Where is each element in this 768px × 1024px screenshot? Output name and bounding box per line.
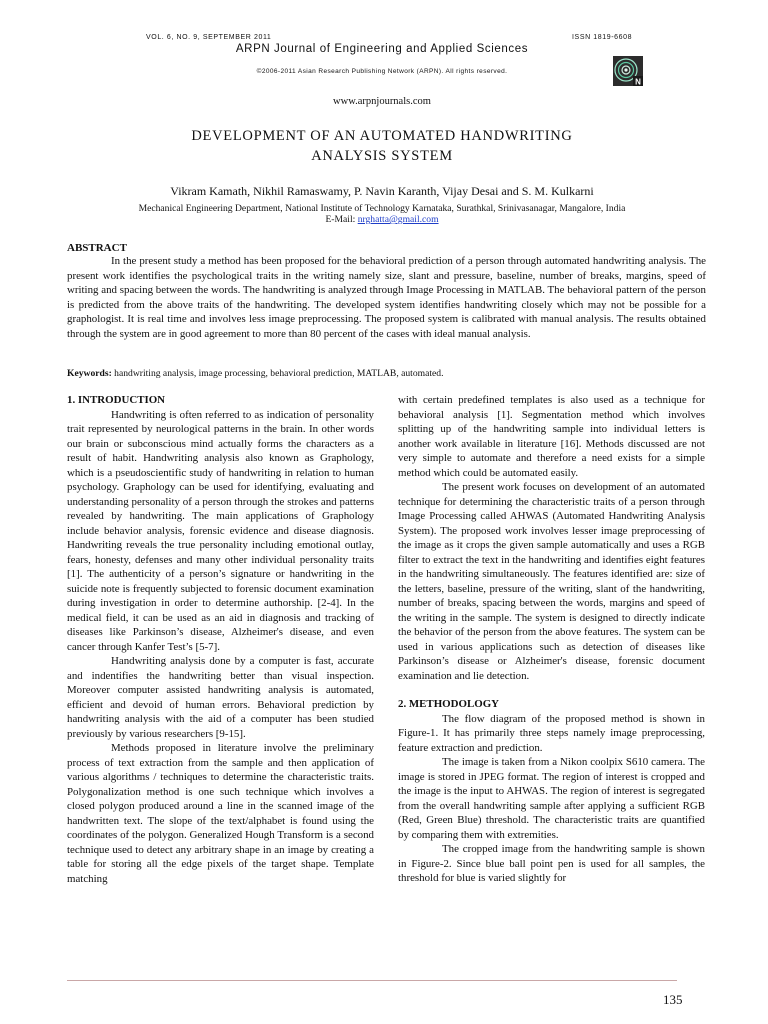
- abstract: [67, 254, 706, 341]
- paragraph: Methods proposed in literature involve the preliminary process of text extraction from the sample and then application of various algorithms / techniques to determine the characteristic traits. Polygonalization method is one such technique which involves a closed polygon produced around a line in the scanned image of the handwritten text. The slope of the text/alphabet is found using the coordinates of the polygon. Generalized Hough Transform is a second technique used to detect any arbitrary shape in an image by creating a table for storing all the edge pixels of the target shape. Template matching: [67, 742, 374, 885]
- keywords-text: handwriting analysis, image processing, behavioral prediction, MATLAB, automated.: [114, 368, 444, 379]
- title-line-1: DEVELOPMENT OF AN AUTOMATED HANDWRITING: [191, 128, 573, 144]
- paragraph: The present work focuses on development of an automated technique for determining the characteristic traits of a person through Image Processing called AHWAS (Automated Handwriting Analysis System). The proposed work involves lesser image preprocessing of the image as it crops the given sample automatically and uses a RGB filter to extract the text in the handwriting and identifies eight features in the handwriting simultaneously. The features identified are: size of the letters, baseline, pressure of the writing, slant of the handwriting, number of breaks, spacing between the words, margins and speed of the writing in the sample. The system is designed to directly indicate the behavior of the person from the above features. The system can be used in various applications such as detection of diseases like Parkinson’s disease or Alzheimer's disease, forensic document examination and lie detection.: [398, 481, 705, 682]
- email-label: E-Mail:: [325, 214, 356, 225]
- volume-info: VOL. 6, NO. 9, SEPTEMBER 2011: [146, 34, 272, 41]
- paragraph: The flow diagram of the proposed method is shown in Figure-1. It has primarily three steps namely image preprocessing, feature extraction and prediction.: [398, 712, 705, 754]
- footer-divider: [67, 980, 677, 981]
- svg-text:N: N: [635, 77, 641, 86]
- authors: Vikram Kamath, Nikhil Ramaswamy, P. Navin Karanth, Vijay Desai and S. M. Kulkarni: [170, 184, 594, 198]
- paragraph: The image is taken from a Nikon coolpix S610 camera. The image is stored in JPEG format. The region of interest is cropped and the image is the input to AHWAS. The region of interest is segregated from the overall handwriting sample after applying a sufficient RGB (Red, Green Blue) threshold. The characteristic traits are quantified by comparing them with extremities.: [398, 756, 705, 841]
- abstract-heading: ABSTRACT: [67, 242, 127, 254]
- right-column: [398, 393, 705, 886]
- website-url[interactable]: www.arpnjournals.com: [333, 96, 431, 107]
- email-line: [0, 214, 766, 225]
- paragraph: The cropped image from the handwriting sample is shown in Figure-2. Since blue ball point pen is used for all samples, the threshold for blue is varied slightly for: [398, 843, 705, 884]
- keywords: [67, 368, 706, 379]
- left-column: [67, 393, 374, 886]
- email-link[interactable]: nrghatta@gmail.com: [357, 214, 439, 225]
- issn: ISSN 1819-6608: [572, 34, 633, 41]
- paragraph: Handwriting is often referred to as indication of personality trait represented by neurological patterns in the brain. In other words our brain or subconscious mind actually forms the characters as a result of habit. Handwriting analysis also known as Graphology, which is a pseudoscientific study of handwriting in relation to human psychology. Graphology can be used for identifying, evaluating and understanding personality of a person through the strokes and patterns revealed by handwriting. The main applications of Graphology include behavior analysis, forensic evidence and disease diagnosis. Handwriting reveals the true personality including emotional outlay, fears, honesty, defenses and many other individual personality traits [1]. The authenticity of a person’s signature or handwriting in the suicide note is frequently subjected to forensic document examination during investigation in order to determine authorship. [2-4]. In the medical field, it can be used as an aid in diagnosis and tracking of diseases like Parkinson’s disease, Alzheimer's disease, and even cancer through Kanfer Test’s [5-7].: [67, 408, 374, 653]
- section-heading-introduction: 1. INTRODUCTION: [67, 394, 166, 406]
- section-heading-methodology: 2. METHODOLOGY: [398, 698, 500, 710]
- paragraph: Handwriting analysis done by a computer is fast, accurate and indentifies the handwriting better than visual inspection. Moreover computer assisted handwriting analysis is automated, efficient and devoid of human errors. Behavioral prediction by handwriting analysis with the aid of a computer has been studied previously by various researchers [9-15].: [67, 655, 374, 740]
- keywords-label: Keywords:: [67, 368, 112, 379]
- title-line-2: ANALYSIS SYSTEM: [311, 148, 453, 164]
- copyright-notice: ©2006-2011 Asian Research Publishing Network (ARPN). All rights reserved.: [256, 68, 508, 75]
- paragraph: with certain predefined templates is also used as a technique for behavioral analysis [1]. Segmentation method which involves splitting up of the handwriting sample into individual letters is another work available in literature [16]. Methods discussed are not very simple to automate and therefore a need exists for a simple method which could be automated easily.: [398, 394, 705, 479]
- affiliation: Mechanical Engineering Department, National Institute of Technology Karnataka, Surathkal, Srinivasanagar, Mangalore, India: [138, 203, 626, 214]
- page-number: 135: [663, 992, 683, 1007]
- arpn-logo-icon: [613, 56, 643, 86]
- paper-title: [0, 126, 766, 166]
- abstract-text: In the present study a method has been proposed for the behavioral prediction of a person through automated handwriting analysis. The present work identifies the psychological traits in the writing namely size, slant and pressure, baseline, number of breaks, margins, speed of writing and spacing between the words. The handwriting is analyzed through Image Processing in MATLAB. The behavioral pattern of the person is predicted from the above traits of the handwriting. The developed system identifies handwriting closely which may not be possible for a graphologist. It is real time and involves less image preprocessing. The proposed system is calibrated with manual analysis. The results obtained through the system are in good agreement to more than 80 percent of the cases with ideal manual analysis.: [67, 255, 706, 340]
- journal-name: ARPN Journal of Engineering and Applied Sciences: [235, 43, 529, 55]
